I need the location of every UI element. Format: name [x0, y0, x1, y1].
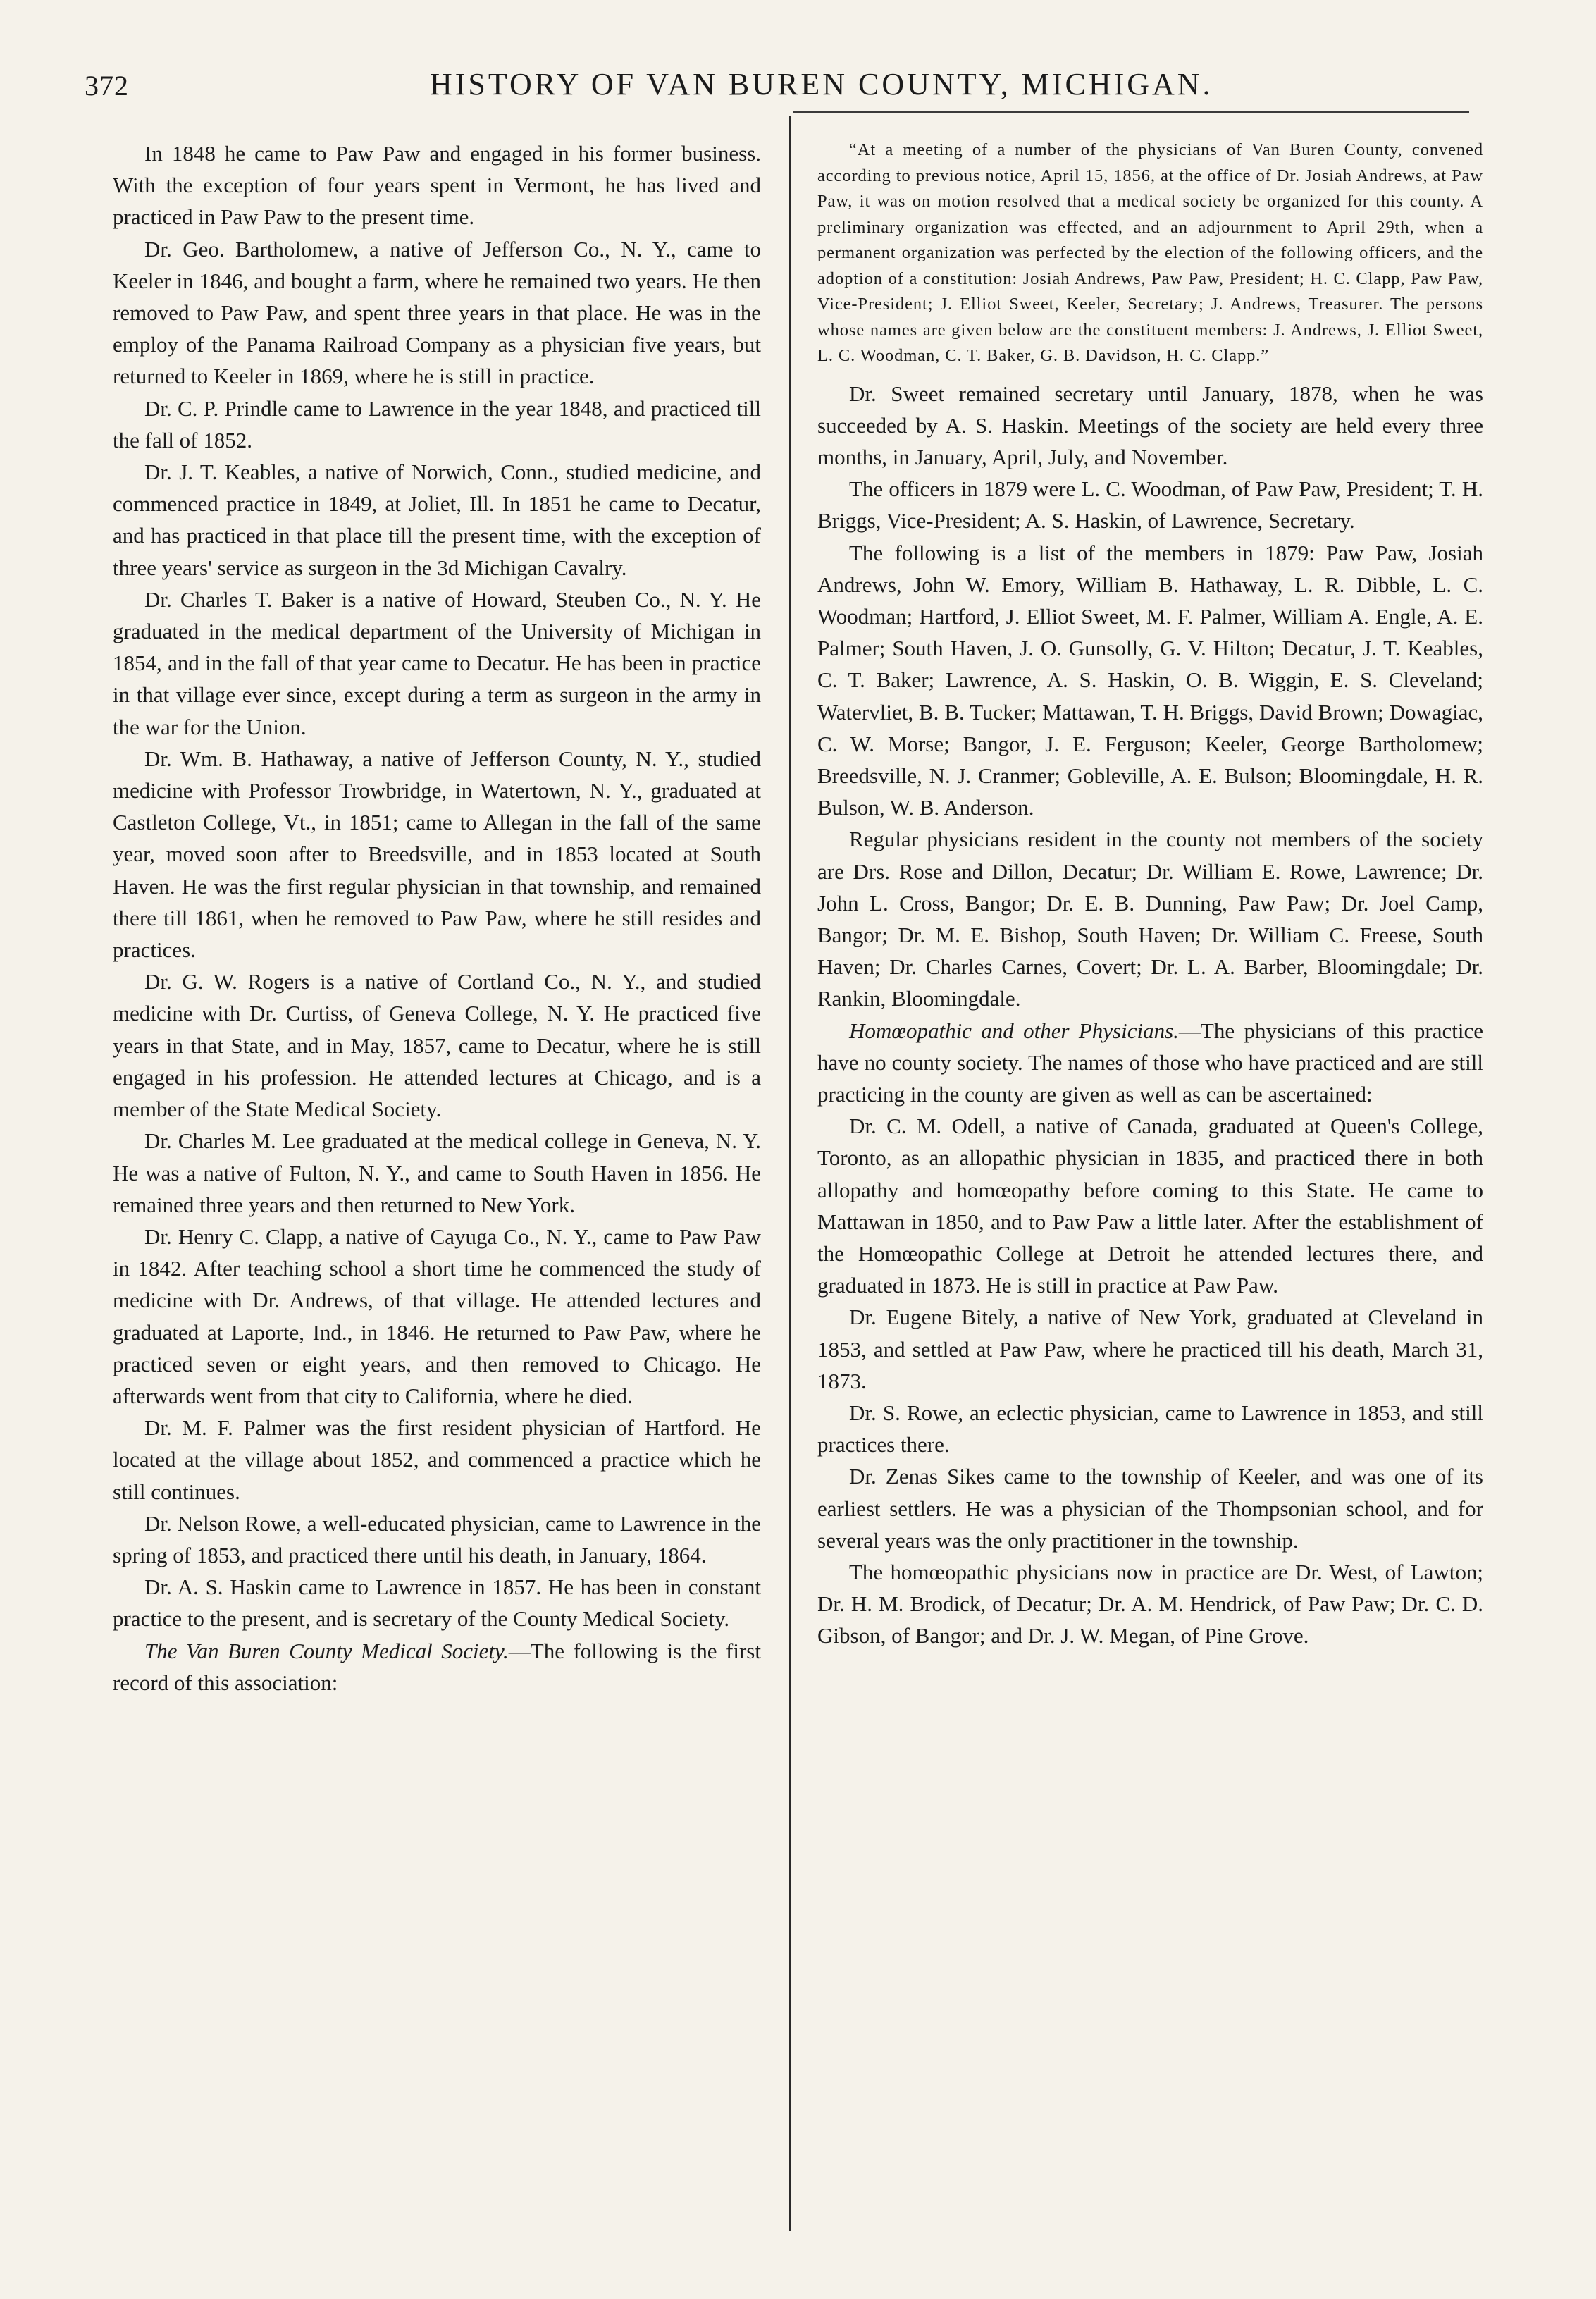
paragraph: Dr. G. W. Rogers is a native of Cortland Co., N. Y., and studied medicine with Dr. Curtiss, of Geneva College, N. Y. He practiced five years in that State, and in May, 1857, came to Decatur, where he is still engaged in his profession. He attended lectures at Chicago, and is a member of the State Medical Society. — [113, 969, 761, 1122]
paragraph: Dr. S. Rowe, an eclectic physician, came to Lawrence in 1853, and still practices there. — [817, 1400, 1483, 1457]
homeopathic-intro: —The physicians of this practice have no county society. The names of those who have practiced and are still practicing in the county are given as well as can be ascertained: — [817, 1018, 1483, 1107]
paragraph: Dr. Eugene Bitely, a native of New York, graduated at Cleveland in 1853, and settled at Paw Paw, where he practiced till his death, March 31, 1873. — [817, 1305, 1483, 1393]
paragraph: Dr. A. S. Haskin came to Lawrence in 1857. He has been in constant practice to the present, and is secretary of the County Medical Society. — [113, 1574, 761, 1632]
paragraph: Dr. Sweet remained secretary until January, 1878, when he was succeeded by A. S. Haskin. Meetings of the society are held every three months, in January, April, July, and November. — [817, 381, 1483, 469]
paragraph: Dr. C. P. Prindle came to Lawrence in the year 1848, and practiced till the fall of 1852. — [113, 395, 761, 452]
column-divider — [789, 116, 791, 2231]
paragraph: Regular physicians resident in the county not members of the society are Drs. Rose and Dillon, Decatur; Dr. William E. Rowe, Lawrence; Dr. John L. Cross, Bangor; Dr. E. B. Dunning, Paw Paw; Dr. Joel Camp, Bangor; Dr. M. E. Bishop, South Haven; Dr. William C. Freese, South Haven; Dr. Charles Carnes, Covert; Dr. L. A. Barber, Bloomingdale; Dr. Rankin, Bloomingdale. — [817, 827, 1483, 1011]
paragraph: Dr. Henry C. Clapp, a native of Cayuga Co., N. Y., came to Paw Paw in 1842. After teaching school a short time he commenced the study of medicine with Dr. Andrews, of that village. He attended lectures and graduated at Laporte, Ind., in 1846. He returned to Paw Paw, where he practiced seven or eight years, and then removed to Chicago. He afterwards went from that city to California, where he died. — [113, 1224, 761, 1408]
society-record-quote: “At a meeting of a number of the physicians of Van Buren County, convened according to previous notice, April 15, 1856, at the office of Dr. Josiah Andrews, at Paw Paw, it was on motion resolved that a medical society be organized for this county. A preliminary organization was effected, and an adjournment to April 29th, when a permanent organization was perfected by the election of the following officers, and the adoption of a constitution: Josiah Andrews, Paw Paw, President; H. C. Clapp, Paw Paw, Vice-President; J. Elliot Sweet, Keeler, Secretary; J. Andrews, Treasurer. The persons whose names are given below are the constituent members: J. Andrews, J. Elliot Sweet, L. C. Woodman, C. T. Baker, G. B. Davidson, H. C. Clapp.” — [817, 140, 1483, 365]
page-header — [85, 56, 1452, 106]
paragraph: Dr. C. M. Odell, a native of Canada, graduated at Queen's College, Toronto, as an allopathic physician in 1835, and practiced there in both allopathy and homœopathy before coming to this State. He came to Mattawan in 1850, and to Paw Paw a little later. After the establishment of the Homœopathic College at Detroit he attended lectures there, and graduated in 1873. He is still in practice at Paw Paw. — [817, 1114, 1483, 1298]
page-number: 372 — [85, 70, 129, 101]
paragraph: In 1848 he came to Paw Paw and engaged in his former business. With the exception of four years spent in Vermont, he has lived and practiced in Paw Paw to the present time. — [113, 141, 761, 230]
paragraph: Dr. J. T. Keables, a native of Norwich, Conn., studied medicine, and commenced practice in 1849, at Joliet, Ill. In 1851 he came to Decatur, and has practiced in that place till the present time, with the exception of three years' service as surgeon in the 3d Michigan Cavalry. — [113, 460, 761, 580]
society-intro: —The following is the first record of this association: — [113, 1638, 761, 1695]
paragraph: Dr. Nelson Rowe, a well-educated physician, came to Lawrence in the spring of 1853, and practiced there until his death, in January, 1864. — [113, 1510, 761, 1567]
paragraph: The officers in 1879 were L. C. Woodman, of Paw Paw, President; T. H. Briggs, Vice-President; A. S. Haskin, of Lawrence, Secretary. — [817, 476, 1483, 534]
right-column — [817, 137, 1483, 1652]
homeopathic-heading: Homœopathic and other Physicians. — [849, 1018, 1179, 1043]
header-rule — [793, 111, 1469, 113]
paragraph: Dr. Zenas Sikes came to the township of Keeler, and was one of its earliest settlers. He was a physician of the Thompsonian school, and for several years was the only practitioner in the township. — [817, 1464, 1483, 1553]
homeopathic-paragraph — [817, 1015, 1483, 1111]
paragraph: Dr. Wm. B. Hathaway, a native of Jefferson County, N. Y., studied medicine with Professor Trowbridge, in Watertown, N. Y., graduated at Castleton College, Vt., in 1851; came to Allegan in the fall of the same year, moved soon after to Breedsville, and in 1853 located at South Haven. He was the first regular physician in that township, and remained there till 1861, when he removed to Paw Paw, where he still resides and practices. — [113, 746, 761, 963]
paragraph: Dr. Charles M. Lee graduated at the medical college in Geneva, N. Y. He was a native of Fulton, N. Y., and came to South Haven in 1856. He remained three years and then returned to New York. — [113, 1128, 761, 1217]
running-title: HISTORY OF VAN BUREN COUNTY, MICHIGAN. — [430, 67, 1213, 101]
paragraph: The homœopathic physicians now in practice are Dr. West, of Lawton; Dr. H. M. Brodick, of Decatur; Dr. A. M. Hendrick, of Paw Paw; Dr. C. D. Gibson, of Bangor; and Dr. J. W. Megan, of Pine Grove. — [817, 1560, 1483, 1648]
left-column — [113, 137, 761, 1699]
paragraph: Dr. Charles T. Baker is a native of Howard, Steuben Co., N. Y. He graduated in the medical department of the University of Michigan in 1854, and in the fall of that year came to Decatur. He has been in practice in that village ever since, except during a term as surgeon in the army in the war for the Union. — [113, 586, 761, 739]
paragraph: Dr. M. F. Palmer was the first resident physician of Hartford. He located at the village about 1852, and commenced a practice which he still continues. — [113, 1415, 761, 1504]
paragraph: The following is a list of the members in 1879: Paw Paw, Josiah Andrews, John W. Emory, William B. Hathaway, L. R. Dibble, L. C. Woodman; Hartford, J. Elliot Sweet, M. F. Palmer, William A. Engle, A. E. Palmer; South Haven, J. O. Gunsolly, G. V. Hilton; Decatur, J. T. Keables, C. T. Baker; Lawrence, A. S. Haskin, O. B. Wiggin, E. S. Cleveland; Watervliet, B. B. Tucker; Mattawan, T. H. Briggs, David Brown; Dowagiac, C. W. Morse; Bangor, J. E. Ferguson; Keeler, George Bartholomew; Breedsville, N. J. Cranmer; Gobleville, A. E. Bulson; Bloomingdale, H. R. Bulson, W. B. Anderson. — [817, 540, 1483, 820]
society-heading: The Van Buren County Medical Society. — [144, 1638, 509, 1663]
society-paragraph — [113, 1635, 761, 1699]
paragraph: Dr. Geo. Bartholomew, a native of Jefferson Co., N. Y., came to Keeler in 1846, and bought a farm, where he remained two years. He then removed to Paw Paw, and spent three years in that place. He was in the employ of the Panama Railroad Company as a physician five years, but returned to Keeler in 1869, where he is still in practice. — [113, 236, 761, 389]
